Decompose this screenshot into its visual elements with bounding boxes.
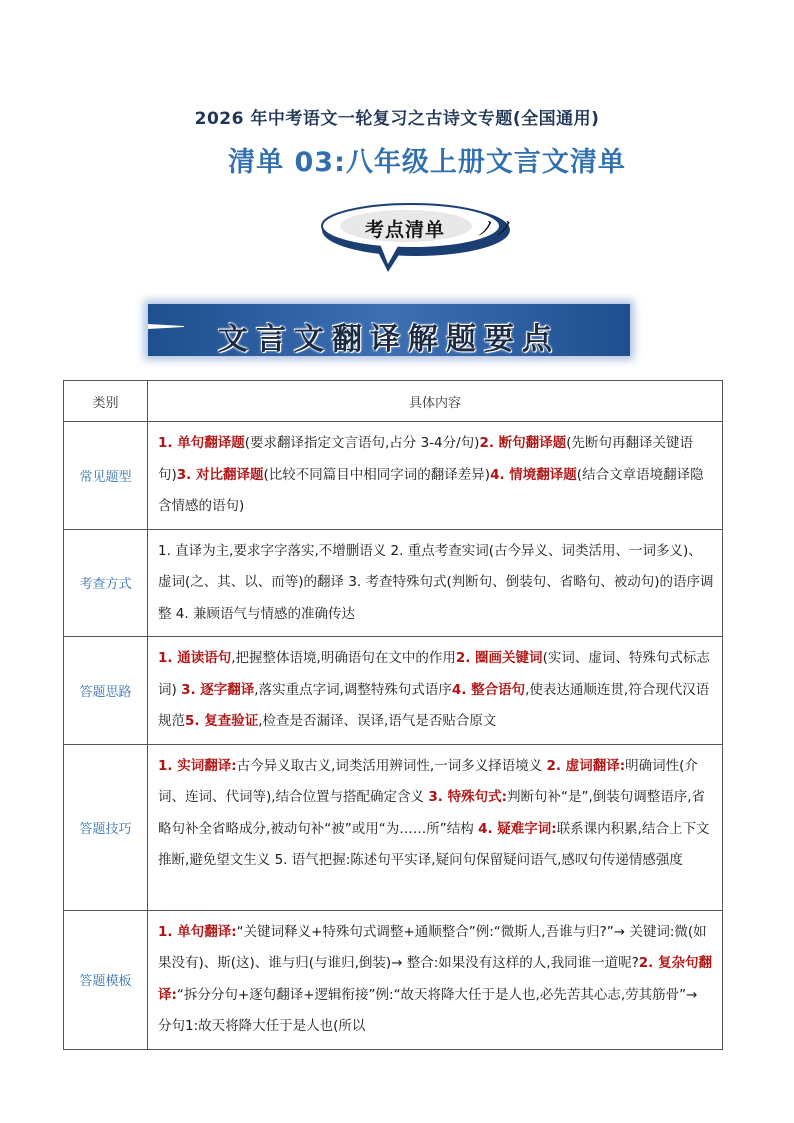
content-text: (实词、虚词、特殊句式标志词) (158, 650, 710, 698)
highlight-term: 4. 情境翻译题 (490, 466, 577, 483)
highlight-term: 2. 复杂句翻译: (158, 955, 712, 1003)
highlight-term: 3. 逐字翻译 (181, 681, 255, 698)
content-text: “关键词释义+特殊句式调整+通顺整合”例:“微斯人,吾谁与归?”→ 关键词:微(如果没有)、斯(这)、谁与归(与谁归,倒装)→ 整合:如果没有这样的人,我同谁一道呢? (158, 923, 707, 971)
content-text: ,使表达通顺连贯,符合现代汉语规范 (158, 681, 710, 729)
content-text: “拆分分句+逐句翻译+逻辑衔接”例:“故天将降大任于是人也,必先苦其心志,劳其筋骨”→ 分句1:故天将降大任于是人也(所以 (158, 986, 698, 1034)
highlight-term: 2. 断句翻译题 (479, 435, 567, 451)
row-content (148, 637, 723, 745)
section-banner (148, 304, 630, 356)
table-row (64, 910, 723, 1049)
content-text: ,检查是否漏译、误译,语气是否贴合原文 (258, 713, 497, 729)
highlight-term: 1. 实词翻译: (158, 757, 237, 774)
highlight-term: 1. 单句翻译题 (158, 435, 245, 451)
highlight-term: 5. 复查验证 (185, 713, 259, 729)
document-title: 2026 年中考语文一轮复习之古诗文专题(全国通用) (194, 109, 600, 129)
row-content (148, 422, 723, 530)
content-text: 联系课内积累,结合上下文推断,避免望文生义 5. 语气把握:陈述句平实译,疑问句保留疑问语气,感叹句传递情感强度 (158, 820, 710, 868)
content-text: 1. 直译为主,要求字字落实,不增删语义 2. 重点考查实词(古今异义、词类活用、一词多义)、虚词(之、其、以、而等)的翻译 3. 考查特殊句式(判断句、倒装句、省略句、被动句)的语序调整 4. 兼顾语气与情感的准确传达 (158, 542, 714, 622)
highlight-term: 4. 疑难字词: (478, 820, 557, 837)
highlight-term: 4. 整合语句 (451, 681, 526, 698)
table-header-row (64, 381, 723, 422)
table-row (64, 529, 723, 637)
table-row (64, 637, 723, 745)
row-category: 答题模板 (64, 910, 148, 1049)
kaodian-badge (318, 200, 518, 276)
row-category: 答题技巧 (64, 744, 148, 910)
banner-title: 文言文翻译解题要点 (218, 322, 560, 357)
highlight-term: 3. 对比翻译题 (176, 466, 264, 483)
highlight-term: 3. 特殊句式: (428, 789, 507, 805)
highlight-term: 1. 通读语句 (158, 650, 232, 666)
content-text: 判断句补“是”,倒装句调整语序,省略句补全省略成分,被动句补“被”或用“为……所”结构 (158, 789, 706, 837)
translation-points-table (63, 380, 723, 1050)
header-content: 具体内容 (148, 381, 723, 422)
content-text: (结合文章语境翻译隐含情感的语句) (158, 466, 704, 514)
row-content (148, 744, 723, 910)
table-row (64, 744, 723, 910)
content-text: (要求翻译指定文言语句,占分 3-4分/句) (244, 435, 480, 451)
content-text: 古今异义取古义,词类活用辨词性,一词多义择语境义 (236, 757, 547, 774)
document-subtitle: 清单 03:八年级上册文言文清单 (228, 147, 626, 178)
content-text: 明确词性(介词、连词、代词等),结合位置与搭配确定含义 (158, 757, 698, 805)
content-text: ,落实重点字词,调整特殊句式语序 (254, 681, 452, 698)
header-category: 类别 (64, 381, 148, 422)
row-content (148, 910, 723, 1049)
row-category: 常见题型 (64, 422, 148, 530)
row-category: 考查方式 (64, 529, 148, 637)
row-category: 答题思路 (64, 637, 148, 745)
row-content (148, 529, 723, 637)
table-row (64, 422, 723, 530)
content-text: (比较不同篇目中相同字词的翻译差异) (263, 466, 491, 483)
highlight-term: 1. 单句翻译: (158, 923, 237, 940)
badge-label: 考点清单 (364, 219, 445, 241)
highlight-term: 2. 圈画关键词 (455, 650, 543, 666)
content-text: (先断句再翻译关键语句) (158, 435, 693, 483)
highlight-term: 2. 虚词翻译: (546, 757, 626, 774)
badge-deco-marks: ノノ (476, 216, 515, 240)
content-text: ,把握整体语境,明确语句在文中的作用 (231, 650, 456, 666)
